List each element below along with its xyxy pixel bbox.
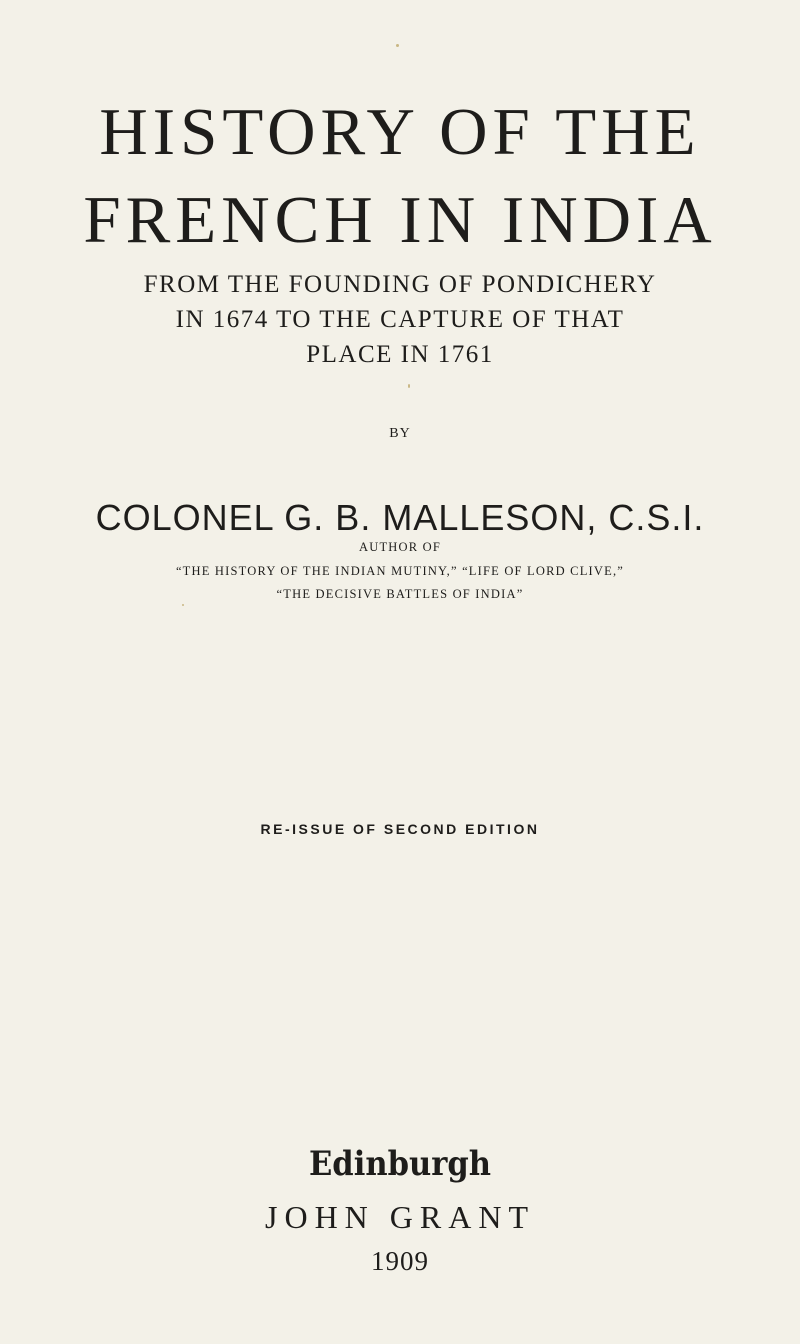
author-name: COLONEL G. B. MALLESON, C.S.I. (95, 497, 705, 538)
by-label: BY (389, 426, 411, 441)
other-works-line-2: “THE DECISIVE BATTLES OF INDIA” (276, 587, 524, 601)
paper-speck (396, 44, 399, 47)
imprint-year: 1909 (371, 1246, 429, 1276)
paper-speck (408, 384, 410, 388)
subtitle-line-3: PLACE IN 1761 (306, 341, 494, 368)
other-works-line-1: “THE HISTORY OF THE INDIAN MUTINY,” “LIFE OF LORD CLIVE,” (175, 564, 625, 578)
imprint-place: Edinburgh (308, 1144, 491, 1184)
subtitle-line-1: FROM THE FOUNDING OF PONDICHERY (143, 271, 657, 298)
paper-speck (182, 604, 184, 606)
edition-note: RE-ISSUE OF SECOND EDITION (260, 821, 540, 837)
imprint-publisher: JOHN GRANT (265, 1199, 535, 1235)
book-title-line-1: HISTORY OF THE (99, 95, 701, 169)
subtitle-line-2: IN 1674 TO THE CAPTURE OF THAT (175, 306, 625, 333)
author-of-label: AUTHOR OF (359, 540, 441, 554)
book-title-line-2: FRENCH IN INDIA (83, 183, 717, 257)
